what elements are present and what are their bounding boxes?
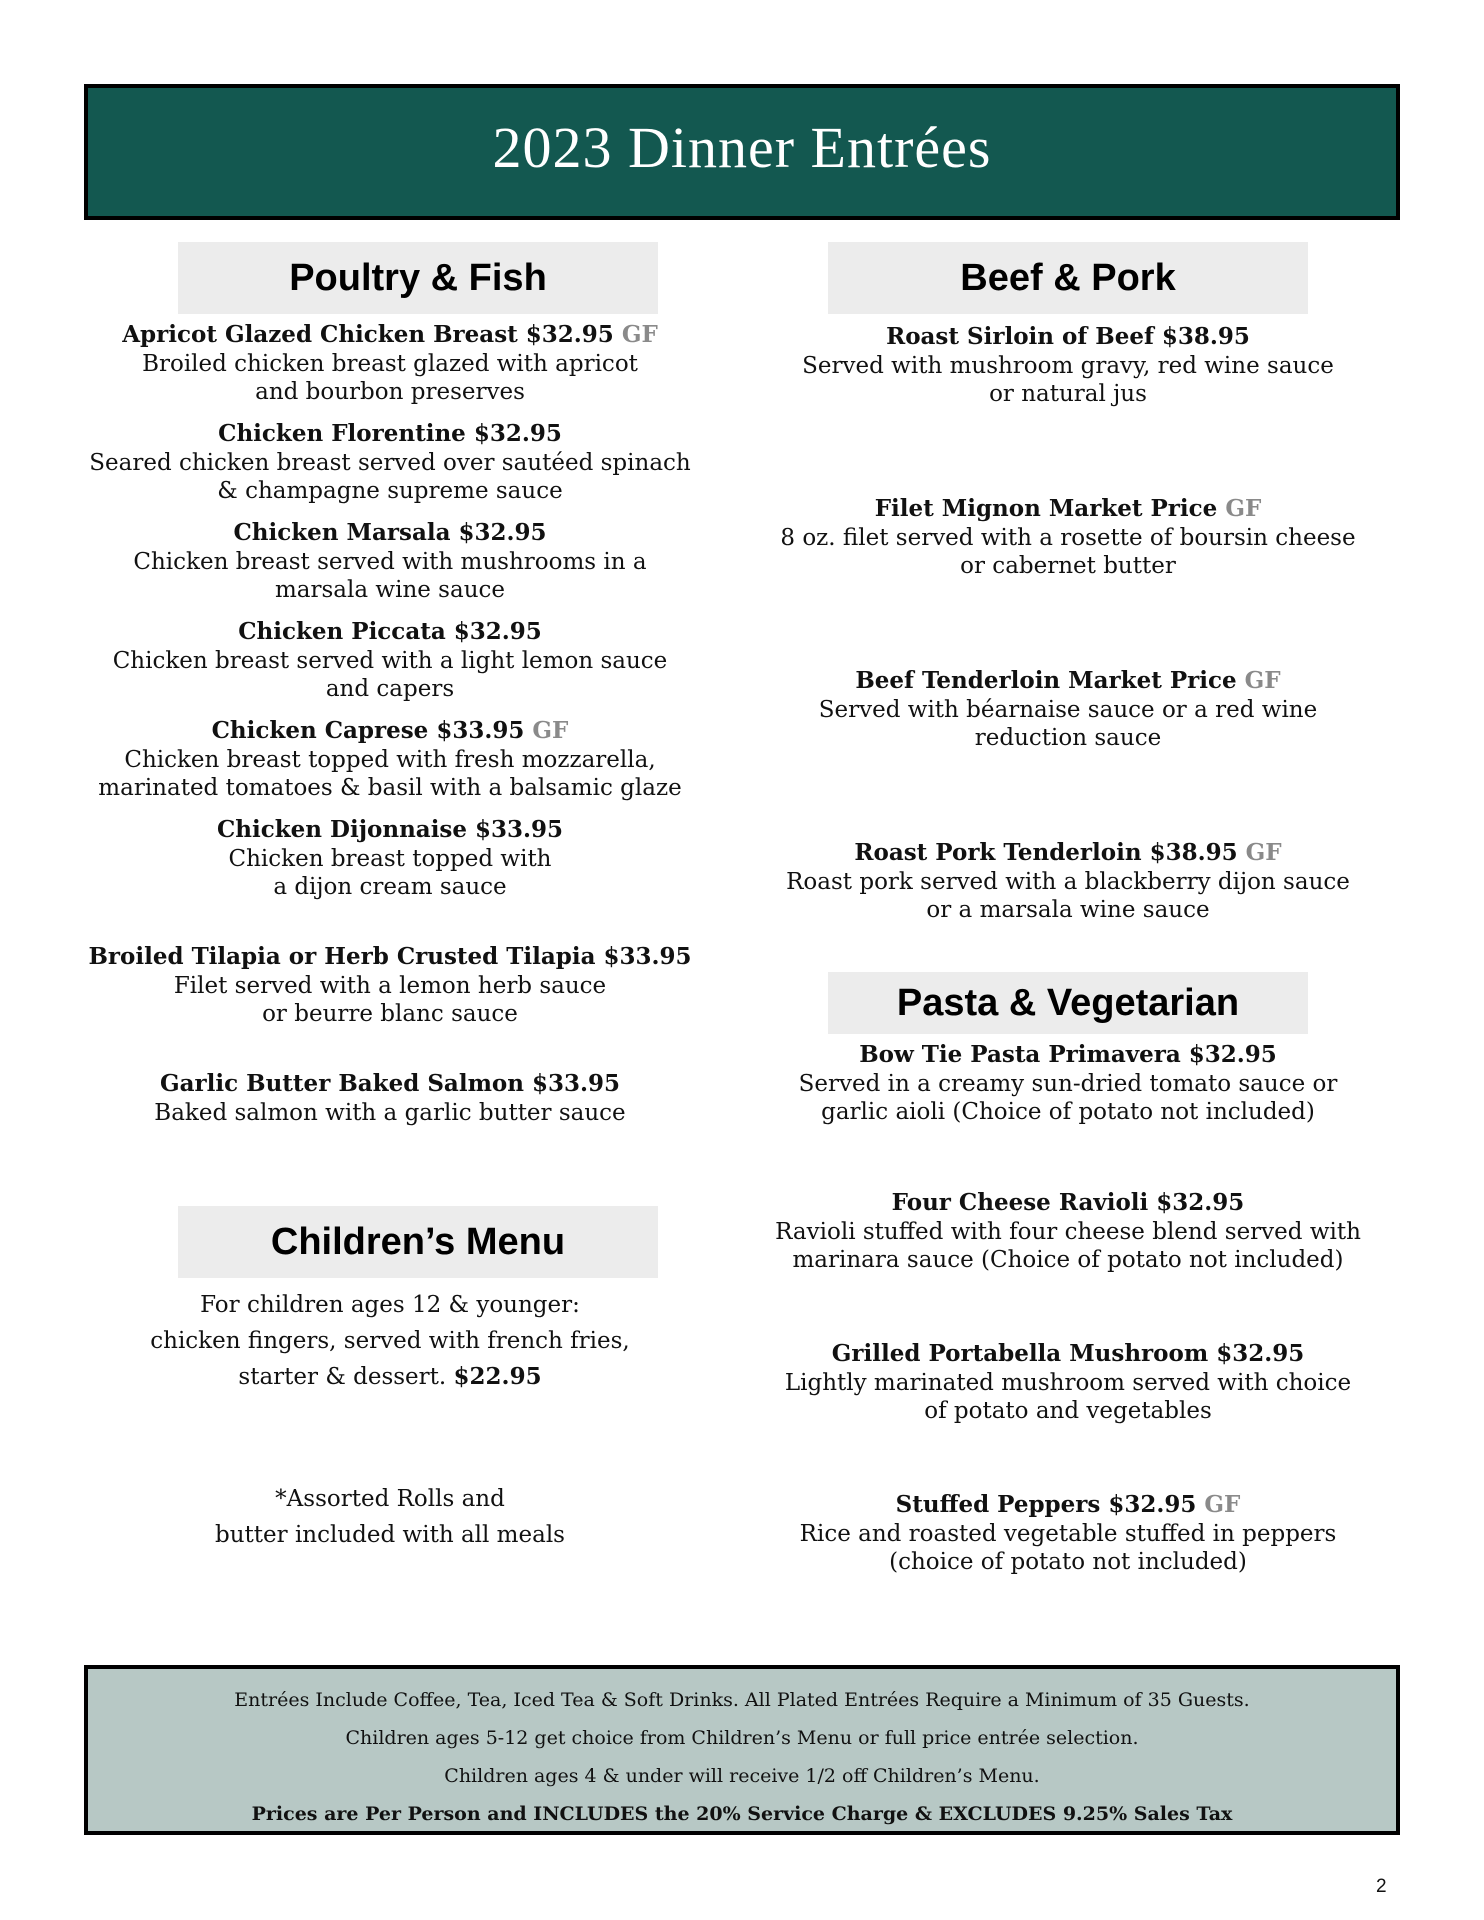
item-name: Beef Tenderloin Market Price — [855, 667, 1237, 694]
item-desc: Chicken breast topped with — [228, 846, 552, 872]
children-line: chicken fingers, served with french fries, — [150, 1328, 630, 1354]
gf-badge: GF — [1245, 839, 1282, 866]
item-desc: or beurre blanc sauce — [262, 1001, 518, 1027]
section-heading-poultry: Poultry & Fish — [178, 242, 658, 314]
item-name: Garlic Butter Baked Salmon $33.95 — [160, 1070, 620, 1097]
item-desc: Lightly marinated mushroom served with choice — [784, 1370, 1352, 1396]
children-price: $22.95 — [453, 1363, 542, 1390]
menu-item-beef-tenderloin — [752, 666, 1384, 752]
gf-badge: GF — [1244, 667, 1281, 694]
menu-item-chicken-caprese — [70, 716, 710, 802]
item-desc: or natural jus — [989, 381, 1147, 407]
item-desc: Served with béarnaise sauce or a red wine — [818, 697, 1318, 723]
menu-item-salmon — [70, 1069, 710, 1127]
gf-badge: GF — [621, 321, 658, 348]
item-desc: Served with mushroom gravy, red wine sauce — [802, 353, 1334, 379]
item-desc: 8 oz. filet served with a rosette of boursin cheese — [780, 525, 1356, 551]
item-desc: Rice and roasted vegetable stuffed in peppers — [799, 1521, 1337, 1547]
item-name: Bow Tie Pasta Primavera $32.95 — [859, 1041, 1277, 1068]
menu-item-stuffed-peppers — [752, 1490, 1384, 1576]
menu-item-chicken-marsala — [70, 518, 710, 604]
item-name: Roast Sirloin of Beef $38.95 — [886, 323, 1250, 350]
title-banner — [84, 84, 1400, 220]
item-desc: (choice of potato not included) — [889, 1549, 1247, 1575]
item-desc: or a marsala wine sauce — [926, 897, 1210, 923]
footer-info-box — [84, 1665, 1400, 1835]
item-name: Stuffed Peppers $32.95 — [895, 1491, 1197, 1518]
menu-item-chicken-dijonnaise — [70, 815, 710, 901]
menu-item-pork-tenderloin — [752, 838, 1384, 924]
item-desc: and bourbon preserves — [255, 379, 525, 405]
gf-badge: GF — [1225, 495, 1262, 522]
item-desc: Chicken breast topped with fresh mozzarella, — [124, 747, 656, 773]
item-desc: marinara sauce (Choice of potato not included) — [792, 1247, 1344, 1273]
item-desc: marinated tomatoes & basil with a balsamic glaze — [98, 775, 682, 801]
item-name: Roast Pork Tenderloin $38.95 — [854, 839, 1238, 866]
page-title: 2023 Dinner Entrées — [492, 114, 992, 180]
rolls-note — [70, 1481, 710, 1553]
item-name: Broiled Tilapia or Herb Crusted Tilapia $33.95 — [88, 943, 692, 970]
footer-line: Entrées Include Coffee, Tea, Iced Tea & Soft Drinks. All Plated Entrées Require a Minimum of 35 Guests. — [234, 1689, 1250, 1711]
item-desc: & champagne supreme sauce — [217, 478, 563, 504]
item-desc: a dijon cream sauce — [273, 874, 507, 900]
section-heading-children: Children’s Menu — [178, 1206, 658, 1278]
section-heading-beef: Beef & Pork — [828, 242, 1308, 314]
gf-badge: GF — [532, 717, 569, 744]
item-desc: Filet served with a lemon herb sauce — [173, 973, 607, 999]
item-name: Chicken Piccata $32.95 — [238, 618, 542, 645]
section-heading-pasta: Pasta & Vegetarian — [828, 972, 1308, 1034]
footer-pricing-note: Prices are Per Person and INCLUDES the 20% Service Charge & EXCLUDES 9.25% Sales Tax — [251, 1803, 1233, 1825]
item-desc: Broiled chicken breast glazed with apricot — [142, 351, 638, 377]
menu-item-portabella — [752, 1339, 1384, 1425]
item-desc: Served in a creamy sun-dried tomato sauce or — [798, 1071, 1338, 1097]
item-desc: and capers — [325, 676, 455, 702]
item-name: Chicken Marsala $32.95 — [233, 519, 547, 546]
menu-item-sirloin — [752, 322, 1384, 408]
menu-item-apricot-chicken — [70, 320, 710, 406]
item-name: Apricot Glazed Chicken Breast $32.95 — [122, 321, 614, 348]
item-name: Grilled Portabella Mushroom $32.95 — [831, 1340, 1305, 1367]
item-name: Chicken Caprese $33.95 — [211, 717, 525, 744]
footer-line: Children ages 5-12 get choice from Children’s Menu or full price entrée selection. — [345, 1727, 1139, 1749]
item-desc: Baked salmon with a garlic butter sauce — [154, 1100, 626, 1126]
children-line: starter & dessert. — [238, 1364, 447, 1390]
menu-item-chicken-piccata — [70, 617, 710, 703]
item-name: Four Cheese Ravioli $32.95 — [891, 1189, 1245, 1216]
item-name: Chicken Florentine $32.95 — [218, 420, 562, 447]
menu-item-tilapia — [70, 942, 710, 1028]
menu-item-four-cheese-ravioli — [752, 1188, 1384, 1274]
menu-item-filet-mignon — [752, 494, 1384, 580]
item-desc: Chicken breast served with a light lemon sauce — [112, 648, 668, 674]
page-number: 2 — [1376, 1876, 1387, 1897]
children-line: For children ages 12 & younger: — [200, 1292, 580, 1318]
rolls-note-line: butter included with all meals — [215, 1522, 565, 1548]
item-desc: garlic aioli (Choice of potato not included) — [821, 1099, 1315, 1125]
item-desc: of potato and vegetables — [924, 1398, 1212, 1424]
item-desc: reduction sauce — [974, 725, 1162, 751]
menu-item-chicken-florentine — [70, 419, 710, 505]
item-desc: Seared chicken breast served over sautéed spinach — [89, 450, 691, 476]
footer-line: Children ages 4 & under will receive 1/2 off Children’s Menu. — [444, 1765, 1040, 1787]
children-menu-text — [70, 1287, 710, 1395]
item-desc: Roast pork served with a blackberry dijon sauce — [786, 869, 1350, 895]
gf-badge: GF — [1204, 1491, 1241, 1518]
menu-item-bow-tie-pasta — [752, 1040, 1384, 1126]
item-desc: or cabernet butter — [960, 553, 1176, 579]
item-name: Filet Mignon Market Price — [874, 495, 1218, 522]
item-desc: marsala wine sauce — [274, 577, 505, 603]
item-desc: Ravioli stuffed with four cheese blend served with — [775, 1219, 1361, 1245]
item-desc: Chicken breast served with mushrooms in a — [133, 549, 647, 575]
item-name: Chicken Dijonnaise $33.95 — [216, 816, 564, 843]
rolls-note-line: *Assorted Rolls and — [275, 1486, 505, 1512]
